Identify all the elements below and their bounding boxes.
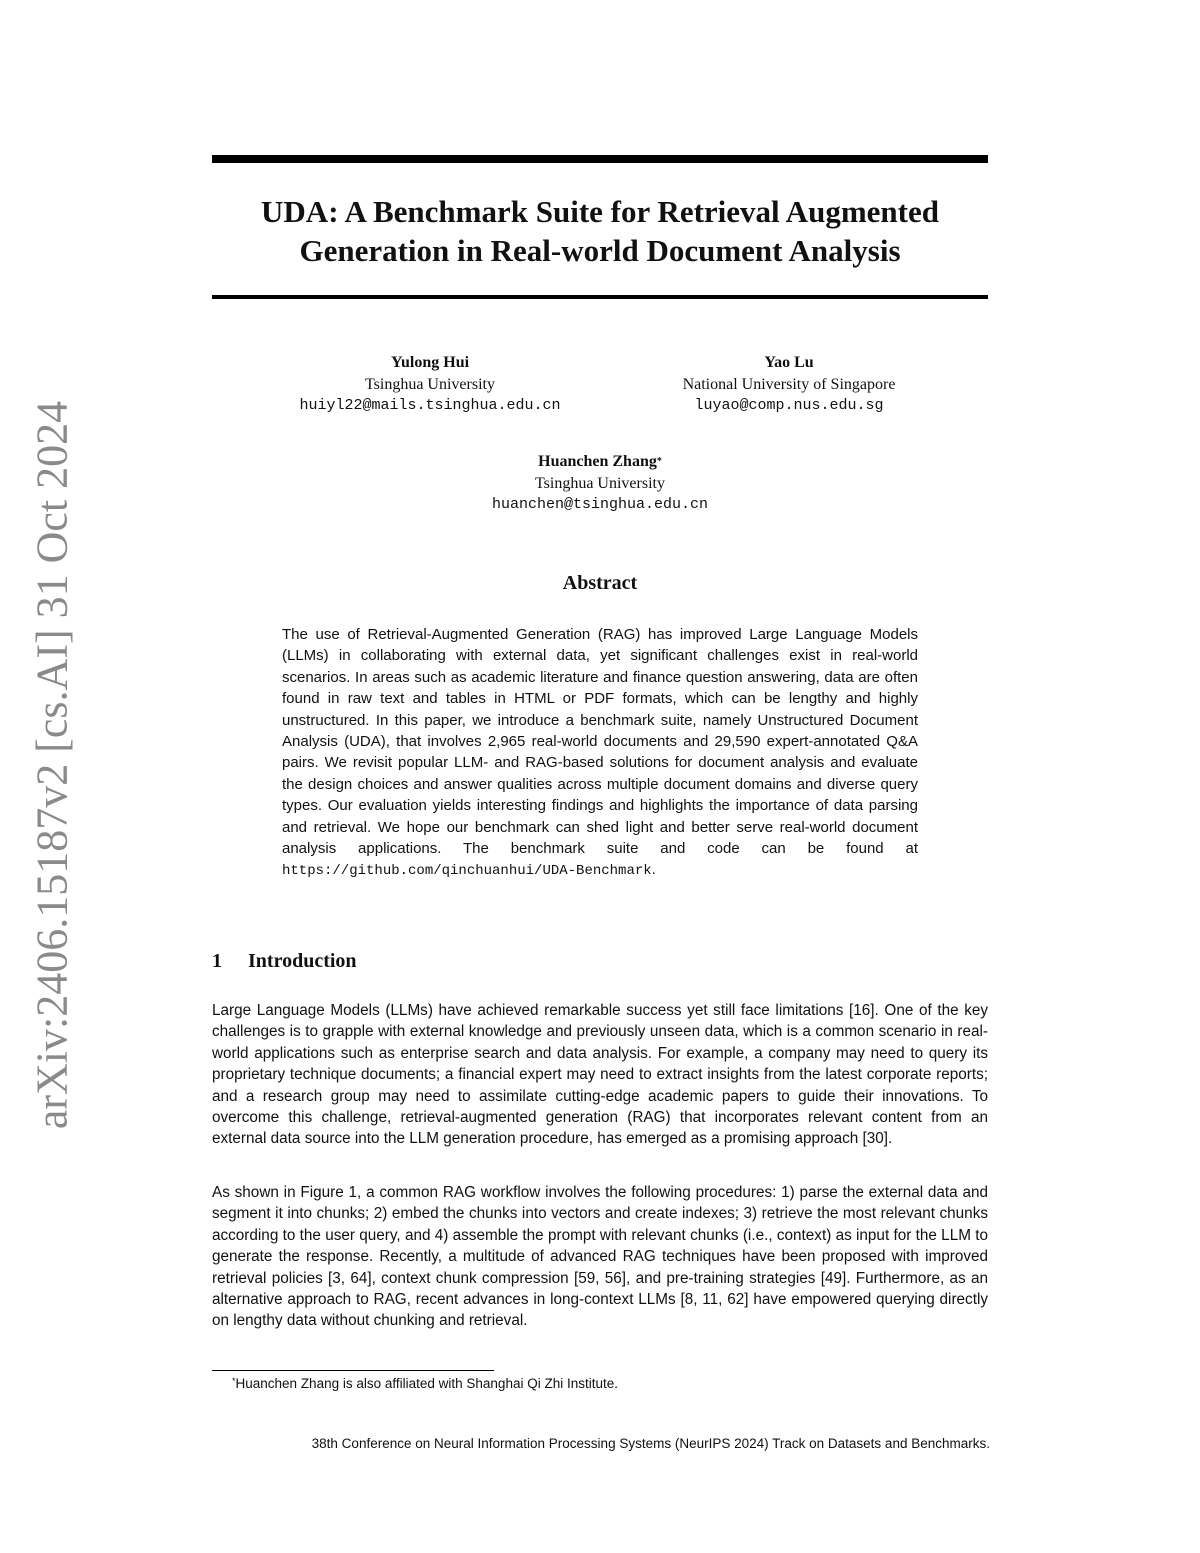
author-name: Yulong Hui — [390, 354, 470, 371]
author-affiliation: Tsinghua University — [535, 474, 665, 492]
section-heading — [212, 950, 357, 973]
abstract-end: . — [651, 861, 656, 879]
venue-line: 38th Conference on Neural Information Processing Systems (NeurIPS 2024) Track on Datasets and Benchmarks. — [311, 1436, 990, 1451]
footnote-mark: * — [232, 1376, 236, 1386]
abstract-body: The use of Retrieval-Augmented Generation (RAG) has improved Large Language Models (LLMs) in collaborating with external data, yet significant challenges exist in real-world scenarios. In areas such as academic literature and finance question answering, data are often found in raw text and tables in HTML or PDF formats, which can be lengthy and highly unstructured. In this paper, we introduce a benchmark suite, namely Unstructured Document Analysis (UDA), that involves 2,965 real-world documents and 29,590 expert-annotated Q&A pairs. We revisit popular LLM- and RAG-based solutions for document analysis and evaluate the design choices and answer qualities across multiple document domains and diverse query types. Our evaluation yields interesting findings and highlights the importance of data parsing and retrieval. We hope our benchmark can shed light and better serve real-world document analysis applications. The benchmark suite and code can be found at — [282, 626, 918, 858]
author-name-line — [420, 451, 780, 473]
title-top-rule — [212, 155, 988, 163]
author-email[interactable]: huanchen@tsinghua.edu.cn — [491, 496, 709, 513]
arxiv-identifier: arXiv:2406.15187v2 [cs.AI] 31 Oct 2024 — [27, 400, 77, 1130]
paper-title — [212, 192, 988, 270]
author-email[interactable]: huiyl22@mails.tsinghua.edu.cn — [299, 397, 561, 414]
author-block-3 — [420, 451, 780, 516]
author-block-1 — [250, 352, 610, 417]
abstract-heading: Abstract — [562, 572, 638, 594]
footnote — [232, 1376, 618, 1391]
author-affiliation: Tsinghua University — [365, 375, 495, 393]
title-line-1: UDA: A Benchmark Suite for Retrieval Augmented — [261, 194, 939, 229]
author-block-2 — [609, 352, 969, 417]
author-name: Huanchen Zhang — [538, 453, 657, 470]
title-bottom-rule — [212, 295, 988, 299]
github-link[interactable]: https://github.com/qinchuanhui/UDA-Benchmark — [282, 863, 652, 880]
author-affiliation: National University of Singapore — [682, 375, 896, 393]
intro-paragraph-1: Large Language Models (LLMs) have achieved remarkable success yet still face limitations [16]. One of the key challenges is to grapple with external knowledge and previously unseen data, which is a common scenario in real-world applications such as enterprise search and data analysis. For example, a company may need to query its proprietary technique documents; a financial expert may need to extract insights from the latest corporate reports; and a research group may need to assimilate cutting-edge academic papers to guide their innovations. To overcome this challenge, retrieval-augmented generation (RAG) that incorporates relevant content from an external data source into the LLM generation procedure, has emerged as a promising approach [30]. — [212, 1002, 988, 1148]
footnote-text: Huanchen Zhang is also affiliated with Shanghai Qi Zhi Institute. — [235, 1376, 618, 1391]
author-email[interactable]: luyao@comp.nus.edu.sg — [694, 397, 884, 414]
footnote-rule — [212, 1370, 494, 1371]
title-line-2: Generation in Real-world Document Analysis — [299, 233, 901, 268]
section-number: 1 — [212, 950, 222, 972]
intro-paragraph-2: As shown in Figure 1, a common RAG workflow involves the following procedures: 1) parse the external data and segment it into chunks; 2) embed the chunks into vectors and create indexes; 3) retrieve the most relevant chunks according to the user query, and 4) assemble the prompt with relevant chunks (i.e., context) as input for the LLM to generate the response. Recently, a multitude of advanced RAG techniques have been proposed with improved retrieval policies [3, 64], context chunk compression [59, 56], and pre-training strategies [49]. Furthermore, as an alternative approach to RAG, recent advances in long-context LLMs [8, 11, 62] have empowered querying directly on lengthy data without chunking and retrieval. — [212, 1184, 988, 1330]
author-name: Yao Lu — [764, 354, 814, 371]
section-title: Introduction — [248, 950, 357, 972]
author-footnote-mark: * — [656, 456, 662, 467]
abstract-text — [282, 624, 918, 883]
